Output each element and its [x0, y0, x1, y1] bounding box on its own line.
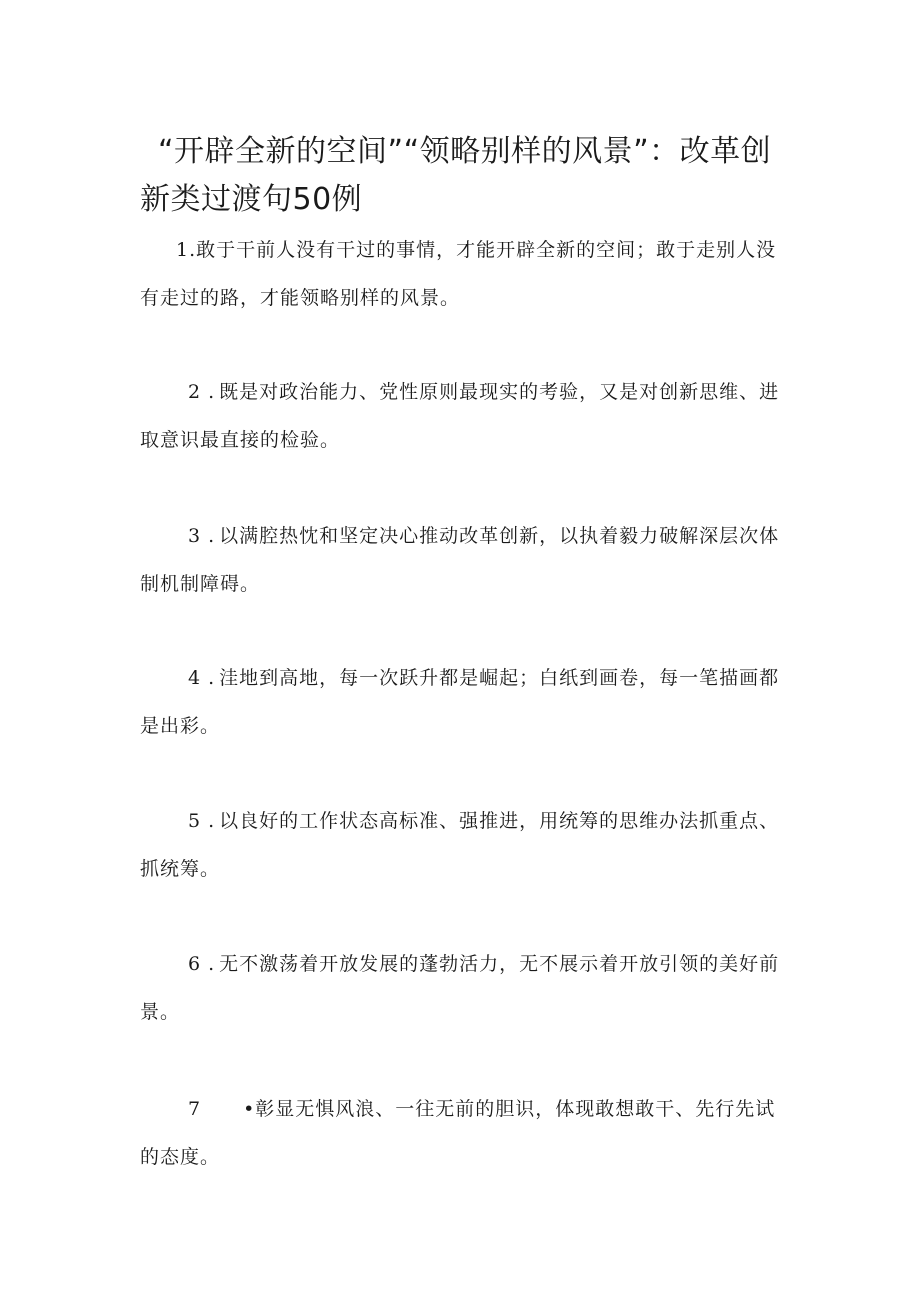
item-number: 7 — [188, 1098, 202, 1120]
item-text: 既是对政治能力、党性原则最现实的考验，又是对创新思维、进取意识最直接的检验。 — [140, 381, 780, 451]
document-title: “开辟全新的空间”“领略别样的风景”：改革创新类过渡句50例 — [140, 134, 772, 217]
item-text: 洼地到高地，每一次跃升都是崛起；白纸到画卷，每一笔描画都是出彩。 — [140, 667, 780, 737]
item-number: 5 . — [188, 810, 216, 832]
list-item — [140, 654, 790, 750]
item-text: •彰显无惧风浪、一往无前的胆识，体现敢想敢干、先行先试的态度。 — [140, 1098, 776, 1168]
list-item — [140, 226, 790, 322]
item-text: 以满腔热忱和坚定决心推动改革创新，以执着毅力破解深层次体制机制障碍。 — [140, 525, 780, 595]
list-item — [140, 1085, 790, 1181]
item-number: 4 . — [188, 667, 216, 689]
list-item — [140, 940, 790, 1036]
item-text: 敢于干前人没有干过的事情，才能开辟全新的空间；敢于走别人没有走过的路，才能领略别样的风景。 — [140, 239, 777, 309]
item-number: 3 . — [188, 525, 216, 547]
list-item — [140, 368, 790, 464]
item-number: 1. — [176, 239, 197, 261]
item-text: 以良好的工作状态高标准、强推进，用统筹的思维办法抓重点、抓统筹。 — [140, 810, 780, 880]
item-number: 2 . — [188, 381, 216, 403]
list-item — [140, 797, 790, 893]
item-number: 6 . — [188, 953, 216, 975]
list-item — [140, 512, 790, 608]
item-text: 无不激荡着开放发展的蓬勃活力，无不展示着开放引领的美好前景。 — [140, 953, 780, 1023]
